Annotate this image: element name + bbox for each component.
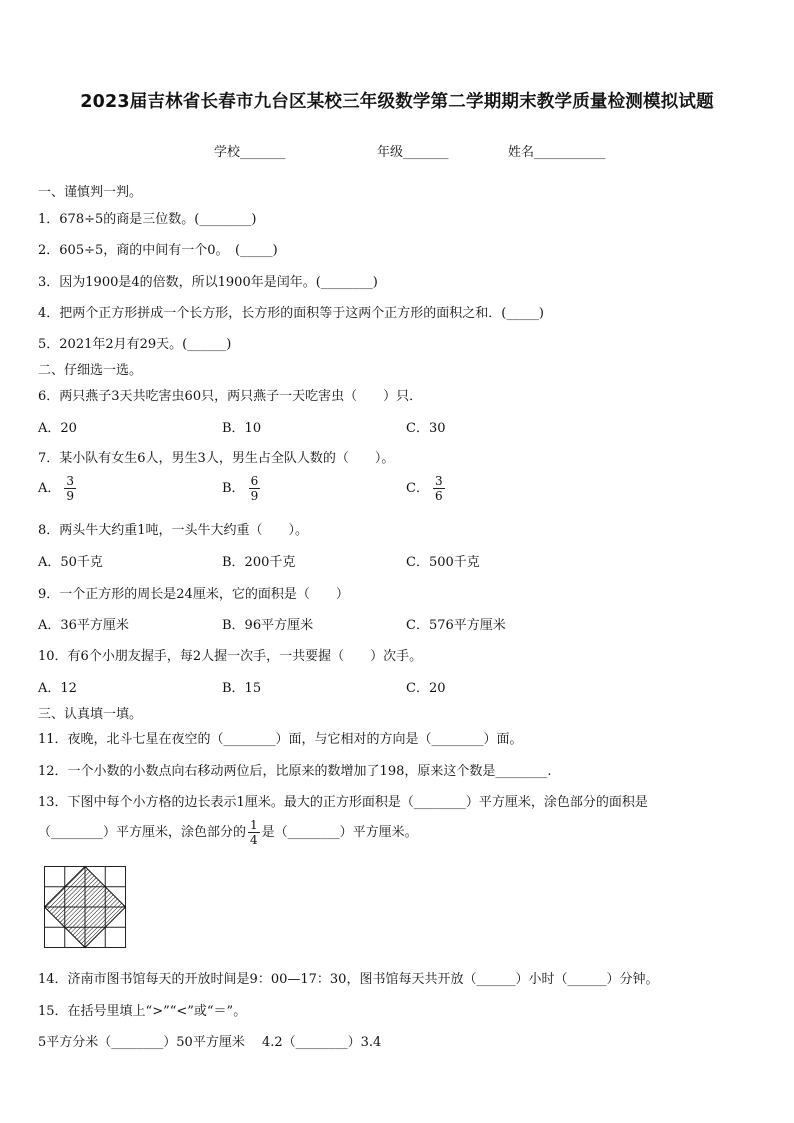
fraction-denominator: 6 xyxy=(434,489,443,503)
q8-option-b: B．200千克 xyxy=(222,555,296,570)
q9-option-c: C．576平方厘米 xyxy=(406,618,506,633)
q7-option-a-fraction xyxy=(64,474,76,503)
fraction-numerator: 3 xyxy=(66,474,75,488)
q8-option-a: A．50千克 xyxy=(38,555,103,570)
school-field: 学校_______ xyxy=(214,145,286,160)
q9-option-b: B．96平方厘米 xyxy=(222,618,314,633)
question-14: 14．济南市图书馆每天的开放时间是9：00—17：30，图书馆每天共开放（______）小时（______）分钟。 xyxy=(38,972,659,987)
section-3-heading: 三、认真填一填。 xyxy=(38,707,143,722)
question-4: 4．把两个正方形拼成一个长方形，长方形的面积等于这两个正方形的面积之和．(_____) xyxy=(38,306,544,321)
q9-option-a: A．36平方厘米 xyxy=(38,618,129,633)
fraction-denominator: 4 xyxy=(250,833,258,847)
shaded-diamond xyxy=(45,867,126,948)
q7-option-c-label: C． xyxy=(406,481,429,496)
question-11: 11．夜晚，北斗七星在夜空的（________）面，与它相对的方向是（________）面。 xyxy=(38,732,523,747)
question-9: 9．一个正方形的周长是24厘米，它的面积是（ ） xyxy=(38,587,349,602)
question-6: 6．两只燕子3天共吃害虫60只，两只燕子一天吃害虫（ ）只． xyxy=(38,389,423,404)
q7-option-c-fraction xyxy=(433,474,445,503)
question-10: 10．有6个小朋友握手，每2人握一次手，一共要握（ ）次手。 xyxy=(38,649,423,664)
q13-part-2: 是（________）平方厘米。 xyxy=(261,825,418,840)
fraction-denominator: 9 xyxy=(250,489,259,503)
fraction-denominator: 9 xyxy=(66,489,75,503)
fraction-numerator: 3 xyxy=(434,474,443,488)
section-1-heading: 一、谨慎判一判。 xyxy=(38,185,143,200)
question-12: 12．一个小数的小数点向右移动两位后，比原来的数增加了198，原来这个数是________. xyxy=(38,764,552,779)
fraction-numerator: 1 xyxy=(250,818,258,832)
q13-part-1: （________）平方厘米，涂色部分的 xyxy=(38,825,247,840)
question-7: 7．某小队有女生6人，男生3人，男生占全队人数的（ ）。 xyxy=(38,451,395,466)
question-15: 15．在括号里填上“>”“<”或“＝”。 xyxy=(38,1004,247,1019)
question-8: 8．两头牛大约重1吨，一头牛大约重（ ）。 xyxy=(38,523,309,538)
name-field: 姓名___________ xyxy=(508,145,606,160)
section-2-heading: 二、仔细选一选。 xyxy=(38,363,143,378)
grid-square-figure xyxy=(44,866,128,950)
q10-option-b: B．15 xyxy=(222,681,262,696)
question-1: 1．678÷5的商是三位数。(________) xyxy=(38,212,257,227)
grade-field: 年级_______ xyxy=(377,145,449,160)
q7-option-b-label: B． xyxy=(222,481,245,496)
question-2: 2．605÷5，商的中间有一个0。 (_____) xyxy=(38,243,278,258)
q7-option-b-fraction xyxy=(249,474,261,503)
question-13-line-1: 13．下图中每个小方格的边长表示1厘米。最大的正方形面积是（________）平方厘米，涂色部分的面积是 xyxy=(38,795,648,810)
q7-option-c xyxy=(406,474,445,503)
q7-option-a xyxy=(38,474,76,503)
q7-option-b xyxy=(222,474,260,503)
q6-option-a: A．20 xyxy=(38,421,77,436)
question-13-line-2 xyxy=(38,818,418,847)
q10-option-c: C．20 xyxy=(406,681,446,696)
q6-option-b: B．10 xyxy=(222,421,262,436)
question-3: 3．因为1900是4的倍数，所以1900年是闰年。(________) xyxy=(38,275,378,290)
q13-fraction xyxy=(248,818,260,847)
q6-option-c: C．30 xyxy=(406,421,446,436)
q8-option-c: C．500千克 xyxy=(406,555,480,570)
question-15-items: 5平方分米（________）50平方厘米 4.2（________）3.4 xyxy=(38,1035,382,1050)
q7-option-a-label: A． xyxy=(38,481,61,496)
question-5: 5．2021年2月有29天。(______) xyxy=(38,337,232,352)
fraction-numerator: 6 xyxy=(250,474,259,488)
page-title: 2023届吉林省长春市九台区某校三年级数学第二学期期末教学质量检测模拟试题 xyxy=(80,92,714,112)
q10-option-a: A．12 xyxy=(38,681,77,696)
